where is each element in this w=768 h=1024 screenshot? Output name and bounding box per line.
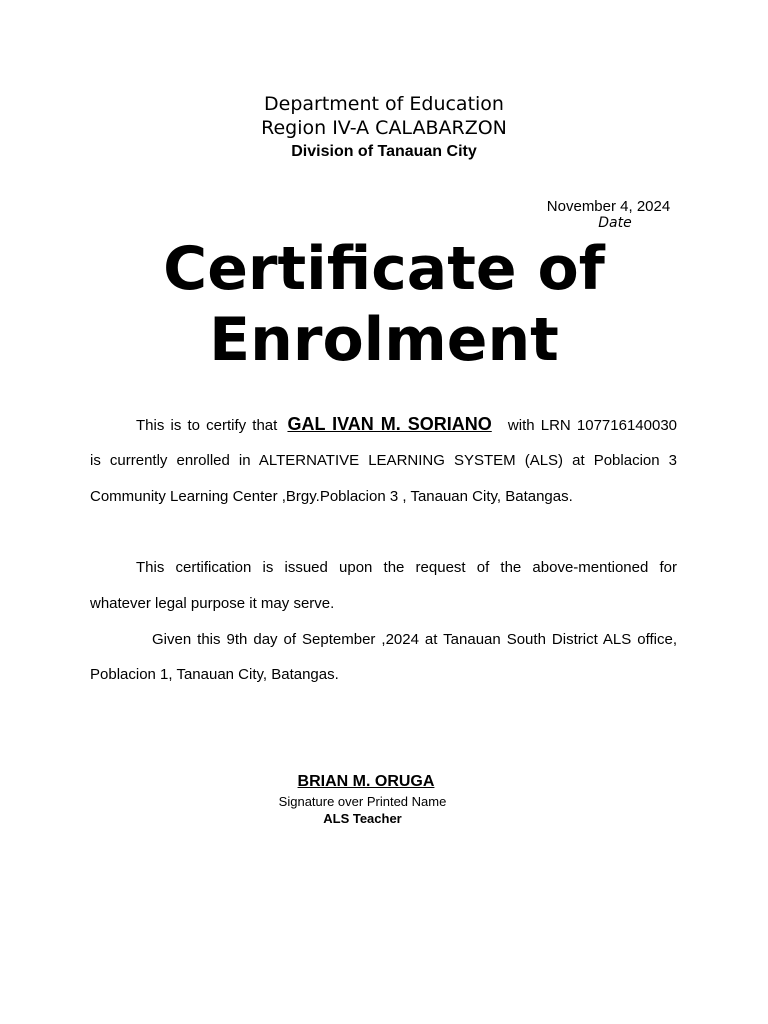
signature-caption: Signature over Printed Name: [278, 794, 447, 809]
department-name: Department of Education: [264, 93, 504, 115]
region-name: Region IV-A CALABARZON: [261, 117, 507, 139]
certificate-title-line1: Certificate of: [163, 234, 605, 304]
lrn-text: with LRN 107716140030: [507, 417, 678, 434]
certify-prefix: This is to certify that: [136, 417, 278, 434]
signatory-role: ALS Teacher: [323, 811, 402, 826]
paragraph-3-line-1: Given this 9th day of September ,2024 at Tanauan South District ALS office,: [152, 631, 677, 648]
date-label: Date: [598, 215, 632, 231]
paragraph-1-line-3: Community Learning Center ,Brgy.Poblacion 3 , Tanauan City, Batangas.: [90, 488, 573, 505]
issue-date: November 4, 2024: [546, 198, 671, 215]
signatory-name: BRIAN M. ORUGA: [297, 773, 435, 790]
paragraph-3-line-2: Poblacion 1, Tanauan City, Batangas.: [90, 666, 339, 683]
student-name: GAL IVAN M. SORIANO: [287, 414, 492, 434]
division-name: Division of Tanauan City: [291, 143, 477, 160]
certificate-title-line2: Enrolment: [209, 305, 559, 375]
paragraph-2-line-2: whatever legal purpose it may serve.: [90, 595, 335, 612]
paragraph-1-line-1: [136, 415, 677, 435]
paragraph-2-line-1: This certification is issued upon the request of the above-mentioned for: [136, 559, 677, 576]
paragraph-1-line-2: is currently enrolled in ALTERNATIVE LEARNING SYSTEM (ALS) at Poblacion 3: [90, 452, 677, 469]
